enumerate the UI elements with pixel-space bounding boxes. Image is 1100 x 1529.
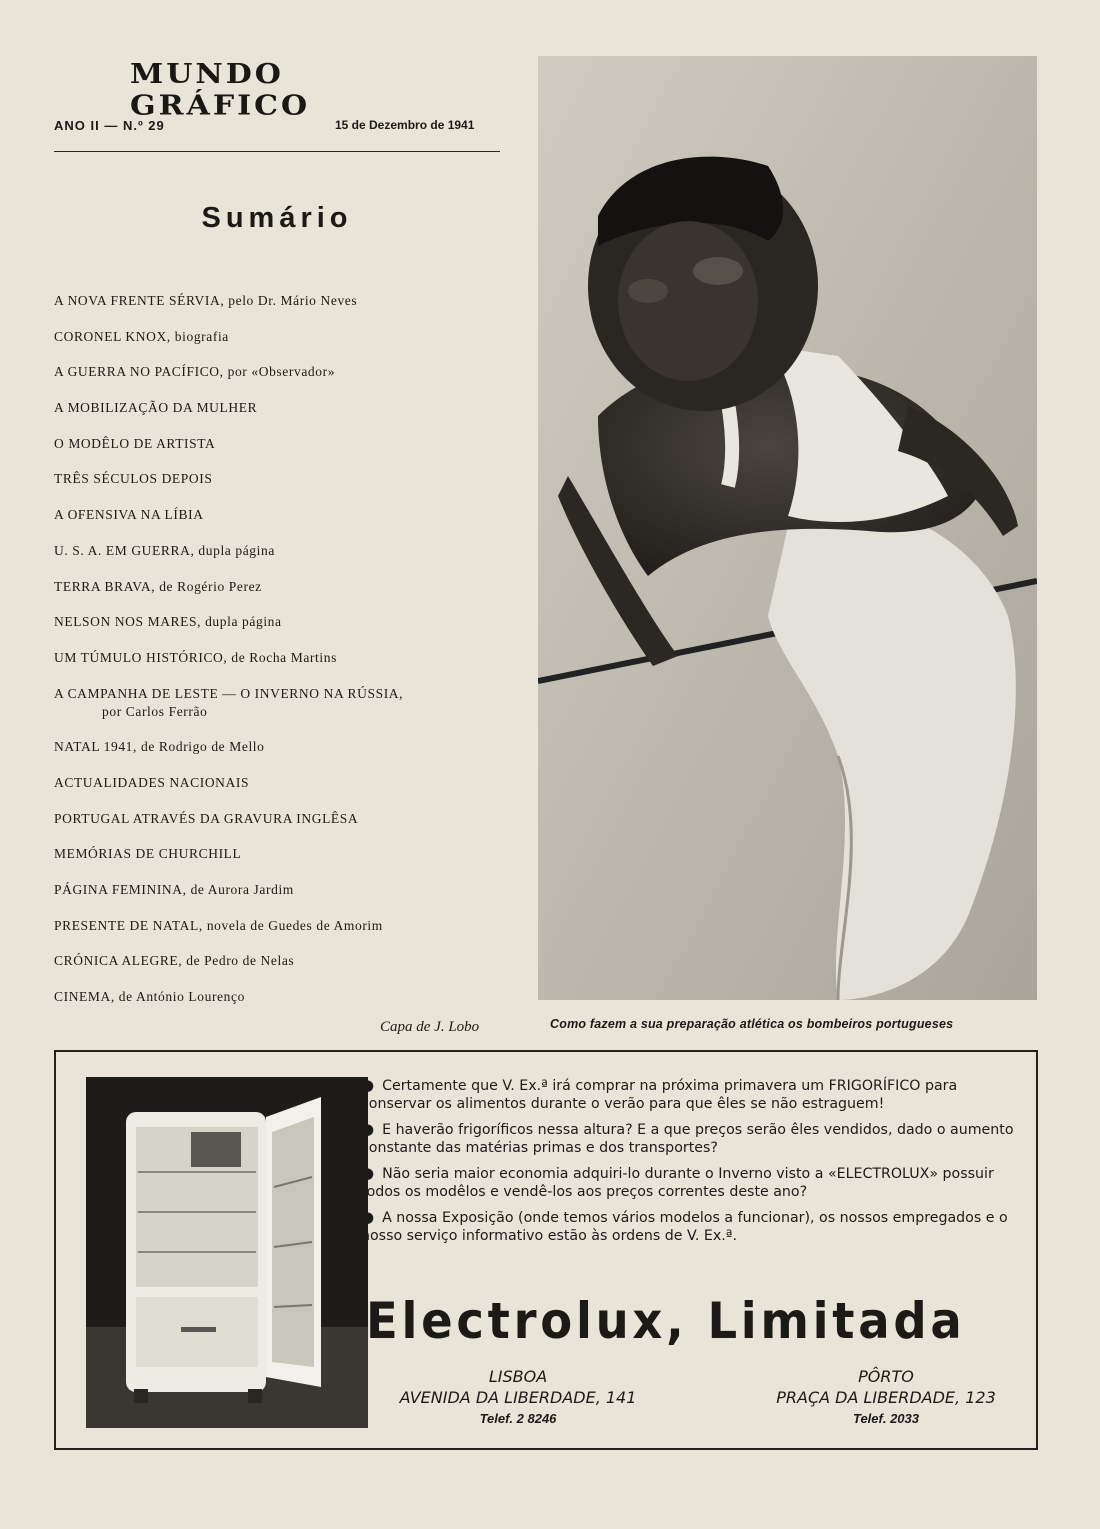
advert-bullet [361,1120,1021,1157]
toc-item: CINEMA, de António Lourenço [54,989,245,1005]
toc-item: CORONEL KNOX, biografia [54,328,229,344]
toc-item-text: A CAMPANHA DE LESTE — O INVERNO NA RÚSSIA, [54,685,404,701]
branch-phone: Telef. 2 8246 [479,1411,557,1426]
toc-item: A OFENSIVA NA LÍBIA [54,507,204,523]
branch-lisboa [378,1366,658,1429]
toc-item: NATAL 1941, de Rodrigo de Mello [54,739,265,755]
toc-item: UM TÚMULO HISTÓRICO, de Rocha Martins [54,649,337,665]
bullet-icon: ● [361,1120,375,1138]
table-of-contents [54,292,524,1024]
header-divider [54,151,500,152]
toc-item: A MOBILIZAÇÃO DA MULHER [54,400,258,416]
toc-item: PÁGINA FEMININA, de Aurora Jardim [54,882,294,897]
refrigerator-icon [86,1077,368,1428]
issue-number: ANO II — N.º 29 [54,118,165,133]
toc-item: O MODÊLO DE ARTISTA [54,435,216,451]
advert-bullet-text: Não seria maior economia adquiri-lo durante o Inverno visto a «ELECTROLUX» possuir todos os modêlos e vendê-los aos preços correntes deste ano? [361,1166,994,1200]
advert-brand: Electrolux, Limitada [366,1292,966,1350]
athlete-photo-illustration [538,56,1037,1000]
advert-bullet-text: A nossa Exposição (onde temos vários modelos a funcionar), os nossos empregados e o nosso serviço informativo estão às ordens de V. Ex.ª. [361,1210,1008,1244]
branch-porto [746,1366,1026,1429]
advert-bullet [361,1076,1021,1113]
branch-phone: Telef. 2033 [852,1411,919,1426]
advert-bullet [361,1208,1021,1245]
bullet-icon: ● [361,1164,375,1182]
toc-item: CRÓNICA ALEGRE, de Pedro de Nelas [54,953,295,969]
toc-item: MEMÓRIAS DE CHURCHILL [54,846,242,862]
bullet-icon: ● [361,1208,375,1226]
photo-caption: Como fazem a sua preparação atlética os bombeiros portugueses [550,1017,954,1031]
electrolux-advert [54,1050,1038,1450]
toc-item: PRESENTE DE NATAL, novela de Guedes de Amorim [54,917,383,933]
cover-credit: Capa de J. Lobo [380,1019,480,1035]
branch-address: AVENIDA DA LIBERDADE, 141 [399,1388,637,1407]
advert-text [361,1076,1021,1252]
advert-bullet-text: Certamente que V. Ex.ª irá comprar na próxima primavera um FRIGORÍFICO para conservar os alimentos durante o verão para que êles se não estraguem! [361,1078,958,1112]
toc-item: PORTUGAL ATRAVÉS DA GRAVURA INGLÊSA [54,810,359,826]
toc-item: NELSON NOS MARES, dupla página [54,614,282,630]
cover-photo [538,56,1037,1000]
bullet-icon: ● [361,1076,375,1094]
advert-bullet-text: E haverão frigoríficos nessa altura? E a que preços serão êles vendidos, dado o aumento constante das matérias primas e dos transportes? [361,1122,1014,1156]
masthead-title: MUNDO GRÁFICO [130,58,311,122]
toc-item: A GUERRA NO PACÍFICO, por «Observador» [54,364,336,380]
toc-item: TRÊS SÉCULOS DEPOIS [54,471,213,487]
branch-address: PRAÇA DA LIBERDADE, 123 [776,1388,996,1407]
toc-item: ACTUALIDADES NACIONAIS [54,774,250,790]
toc-item-continuation: por Carlos Ferrão [102,703,208,719]
summary-heading: Sumário [201,202,353,234]
branch-city: LISBOA [488,1367,548,1386]
toc-item: U. S. A. EM GUERRA, dupla página [54,542,275,558]
refrigerator-image [86,1077,368,1428]
advert-bullet [361,1164,1021,1201]
toc-item: TERRA BRAVA, de Rogério Perez [54,578,262,594]
toc-item: A NOVA FRENTE SÉRVIA, pelo Dr. Mário Neves [54,293,358,308]
issue-date: 15 de Dezembro de 1941 [335,118,475,132]
branch-city: PÔRTO [858,1367,914,1386]
toc-item-multiline [54,685,524,721]
